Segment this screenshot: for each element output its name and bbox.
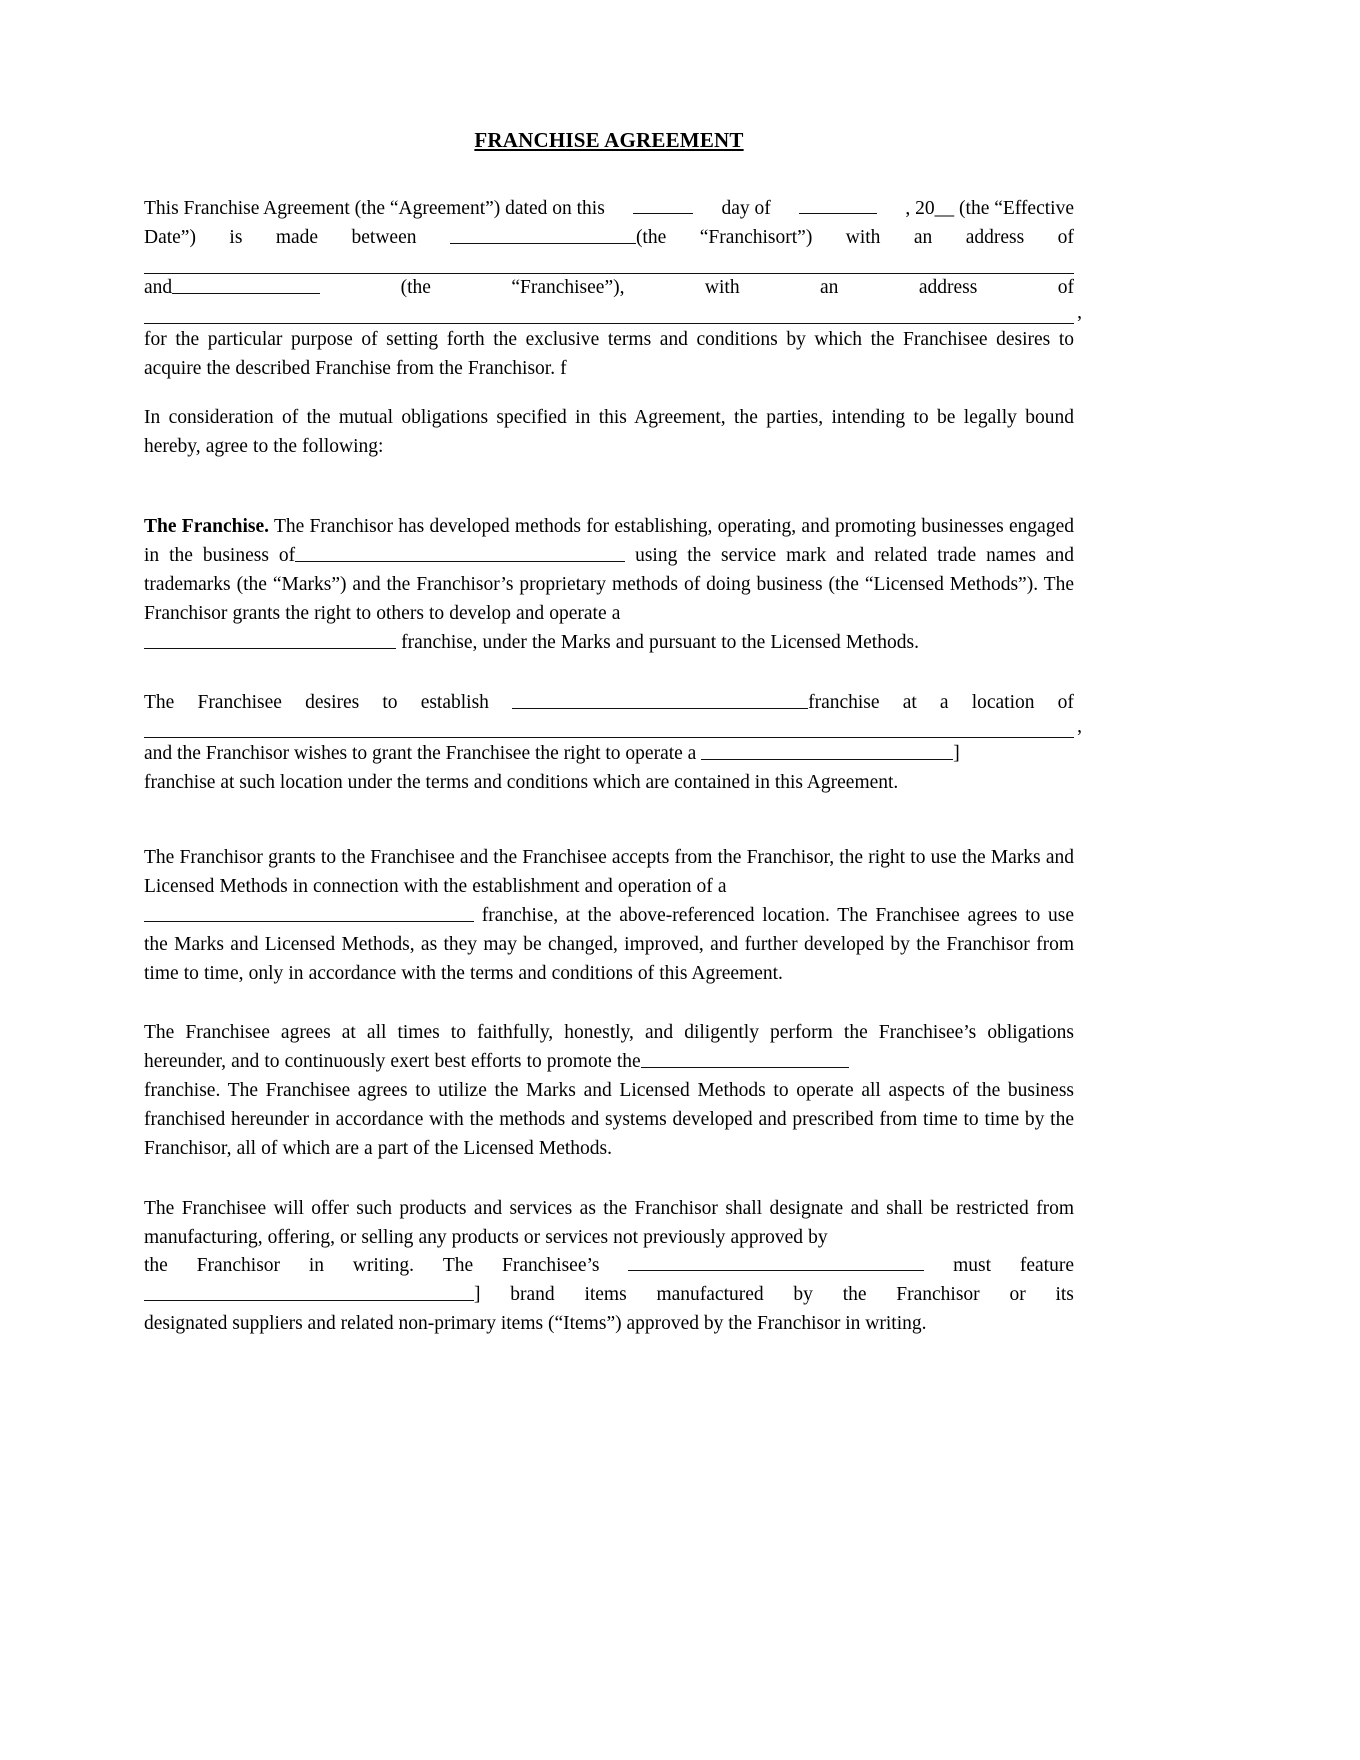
intro-text-19: address xyxy=(918,276,978,298)
paragraph-intro xyxy=(144,195,1082,383)
blank-month[interactable] xyxy=(799,195,877,214)
paragraph-grants xyxy=(144,844,1074,988)
intro-text-7: between xyxy=(351,227,417,249)
blank-brand-items[interactable] xyxy=(144,1282,474,1301)
products-text-19: designated suppliers and related non-primary items (“Items”) approved by the Franchisor in writing. xyxy=(144,1313,927,1335)
products-text-14: by xyxy=(793,1284,813,1306)
faithfully-text-1: The Franchisee agrees at all times to faithfully, honestly, and diligently perform the Franchisee’s obligations hereunder, and to continuously exert best efforts to promote the xyxy=(144,1022,1074,1073)
products-text-18: its xyxy=(1055,1284,1074,1306)
products-text-12: items xyxy=(584,1284,627,1306)
intro-text-15: (the xyxy=(400,276,431,298)
blank-primary-product[interactable] xyxy=(628,1252,924,1271)
products-text-13: manufactured xyxy=(656,1284,764,1306)
blank-location-line[interactable] xyxy=(144,717,1074,738)
blank-promote-brand[interactable] xyxy=(641,1049,849,1068)
blank-franchise-brand[interactable] xyxy=(144,630,396,649)
products-line-4 xyxy=(144,1281,1074,1310)
blank-franchisor-name-group xyxy=(450,224,666,253)
intro-comma: , xyxy=(1077,301,1082,323)
blank-operate-brand[interactable] xyxy=(701,741,953,760)
blank-brand-group xyxy=(144,1281,481,1310)
intro-text-10: with xyxy=(845,227,881,249)
desires-text-5: establish xyxy=(420,691,489,713)
desires-text-9: location xyxy=(971,691,1035,713)
products-line-3 xyxy=(144,1252,1074,1281)
blank-location-wrap xyxy=(144,716,1082,738)
franchise-heading: The Franchise. xyxy=(144,516,269,538)
intro-line-4 xyxy=(144,274,1074,303)
paragraph-products xyxy=(144,1195,1074,1339)
products-text-9: feature xyxy=(1019,1255,1074,1277)
products-text-2: the xyxy=(144,1255,168,1277)
desires-comma: , xyxy=(1077,716,1082,738)
paragraph-consideration: In consideration of the mutual obligations specified in this Agreement, the parties, intending to be legally bound hereby, agree to the following: xyxy=(144,407,1074,458)
blank-franchisee-name-group xyxy=(144,274,320,303)
products-text-3: Franchisor xyxy=(196,1255,281,1277)
intro-text-18: an xyxy=(820,276,839,298)
blank-franchisor-address-line[interactable] xyxy=(144,253,1074,274)
intro-text-2: day of xyxy=(721,198,771,220)
franchise-text-2: using the service mark and related trade names and trademarks (the “Marks”) and the Franchisor’s proprietary methods of doing business (the “Licensed Methods”). The Franchisor grants the right to others to develop and operate a xyxy=(144,545,1074,624)
intro-purpose-text: for the particular purpose of setting forth the exclusive terms and conditions by which the Franchisee desires to acquire the described Franchise from the Franchisor. f xyxy=(144,328,1074,379)
desires-line-4 xyxy=(144,769,1074,798)
products-text-6: The xyxy=(442,1255,474,1277)
blank-day[interactable] xyxy=(633,195,693,214)
intro-text-13: of xyxy=(1057,227,1074,249)
intro-line-2 xyxy=(144,224,1074,253)
desires-text-7: at xyxy=(902,691,917,713)
grants-text-1: The Franchisor grants to the Franchisee and the Franchisee accepts from the Franchisor, the right to use the Marks and Licensed Methods in connection with the establishment and operation of a xyxy=(144,847,1074,897)
paragraph-faithfully xyxy=(144,1019,1074,1163)
intro-text-3: , 20__ (the “Effective xyxy=(905,198,1074,220)
products-text-1: The Franchisee will offer such products and services as the Franchisor shall designate and shall be restricted from manufacturing, offering, or selling any products or services not previously approved by xyxy=(144,1197,1074,1248)
paragraph-desires xyxy=(144,689,1082,799)
blank-franchisor-name[interactable] xyxy=(450,225,636,244)
intro-text-1: This Franchise Agreement (the “Agreement”) dated on this xyxy=(144,198,605,220)
products-text-5: writing. xyxy=(352,1255,415,1277)
desires-text-4: to xyxy=(382,691,398,713)
products-text-4: in xyxy=(308,1255,325,1277)
paragraph-the-franchise xyxy=(144,513,1074,657)
faithfully-text-2: franchise. The Franchisee agrees to utilize the Marks and Licensed Methods to operate all aspects of the business franchised hereunder in accordance with the methods and systems developed and prescribed from time to time by the Franchisor, all of which are a part of the Licensed Methods. xyxy=(144,1080,1074,1159)
spacer-1 xyxy=(144,483,1074,513)
spacer-4 xyxy=(144,1009,1074,1019)
desires-text-3: desires xyxy=(305,691,360,713)
desires-text-2: Franchisee xyxy=(197,691,282,713)
desires-text-1: The xyxy=(144,691,175,713)
products-text-8: must xyxy=(953,1255,992,1277)
products-line-5 xyxy=(144,1310,1074,1339)
franchise-text-3: franchise, under the Marks and pursuant to the Licensed Methods. xyxy=(401,631,919,653)
products-text-17: or xyxy=(1009,1284,1026,1306)
spacer-2 xyxy=(144,679,1074,689)
blank-franchisee-address-wrap xyxy=(144,301,1082,324)
grants-text-2: franchise, at the above-referenced location. The Franchisee agrees to use the Marks and Licensed Methods, as they may be changed, improved, and further developed by the Franchisor from time to time, only in accordance with the terms and conditions of this Agreement. xyxy=(144,904,1075,984)
spacer-3 xyxy=(144,798,1074,844)
intro-text-12: address xyxy=(965,227,1025,249)
blank-grants-brand[interactable] xyxy=(144,903,474,922)
intro-text-14: and xyxy=(144,276,173,298)
intro-text-17: with xyxy=(704,276,740,298)
desires-text-6: franchise xyxy=(808,691,880,713)
desires-line-3 xyxy=(144,740,1074,769)
desires-bracket: ] xyxy=(953,743,960,765)
desires-text-14: franchise at such location under the terms and conditions which are contained in this Agreement. xyxy=(144,772,899,794)
blank-establish-group xyxy=(512,689,879,718)
blank-franchisee-name[interactable] xyxy=(172,275,320,294)
franchise-text-1: The Franchisor has developed methods for establishing, operating, and promoting businesses engaged in the business of xyxy=(144,516,1074,567)
blank-business-type[interactable] xyxy=(295,543,625,562)
desires-text-12: and the Franchisor wishes to grant the Franchisee the right to operate a xyxy=(144,743,697,765)
intro-text-9: “Franchisort”) xyxy=(699,227,813,249)
desires-text-8: a xyxy=(939,691,949,713)
products-text-11: brand xyxy=(510,1284,555,1306)
intro-text-8: (the xyxy=(635,227,667,249)
blank-franchisee-address-line[interactable] xyxy=(144,303,1074,324)
intro-text-5: is xyxy=(229,227,243,249)
products-bracket: ] xyxy=(474,1284,481,1306)
intro-text-16: “Franchisee”), xyxy=(511,276,625,298)
desires-line-1 xyxy=(144,689,1074,718)
blank-establish-brand[interactable] xyxy=(512,690,808,709)
intro-text-20: of xyxy=(1057,276,1074,298)
intro-text-6: made xyxy=(275,227,319,249)
intro-text-4: Date”) xyxy=(144,227,196,249)
document-body xyxy=(144,128,1082,1339)
products-text-15: the xyxy=(842,1284,867,1306)
desires-text-10: of xyxy=(1057,691,1074,713)
intro-line-1 xyxy=(144,195,1074,224)
intro-text-11: an xyxy=(913,227,933,249)
page-title: FRANCHISE AGREEMENT xyxy=(474,128,744,152)
spacer-5 xyxy=(144,1185,1074,1195)
products-text-16: Franchisor xyxy=(896,1284,980,1306)
products-text-7: Franchisee’s xyxy=(502,1255,600,1277)
